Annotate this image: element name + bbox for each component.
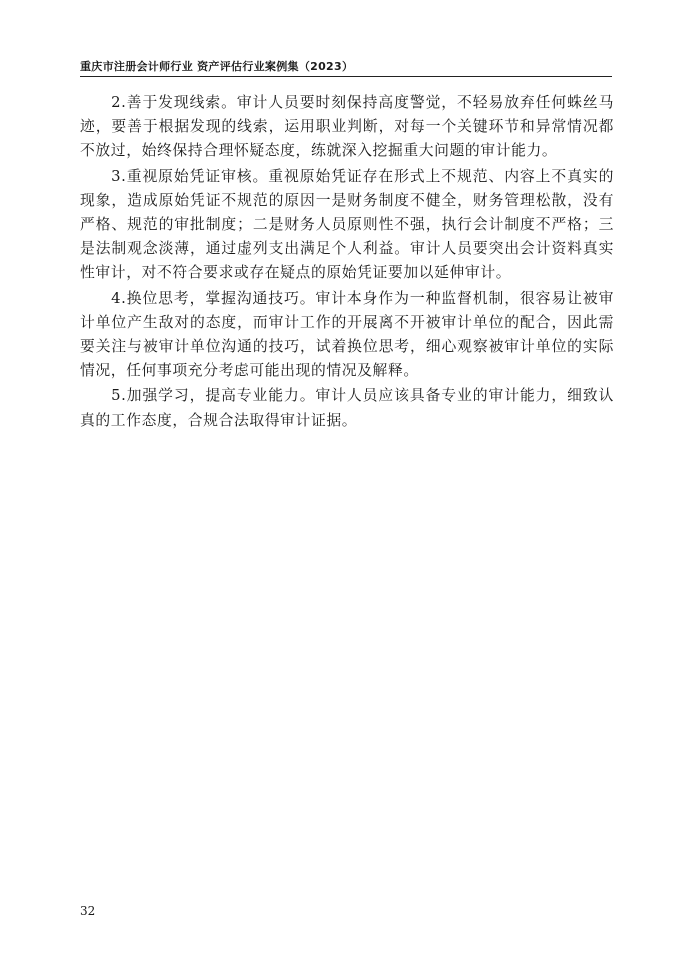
paragraph-4: 4.换位思考，掌握沟通技巧。审计本身作为一种监督机制，很容易让被审计单位产生敌对的态度，而审计工作的开展离不开被审计单位的配合，因此需要关注与被审计单位沟通的技巧，试着换位思考，细心观察被审计单位的实际情况，任何事项充分考虑可能出现的情况及解释。 xyxy=(80,289,614,380)
body-content xyxy=(80,91,614,434)
paragraph-2: 2.善于发现线索。审计人员要时刻保持高度警觉，不轻易放弃任何蛛丝马迹，要善于根据发现的线索，运用职业判断，对每一个关键环节和异常情况都不放过，始终保持合理怀疑态度，练就深入挖掘重大问题的审计能力。 xyxy=(80,94,614,160)
paragraph-3: 3.重视原始凭证审核。重视原始凭证存在形式上不规范、内容上不真实的现象，造成原始凭证不规范的原因一是财务制度不健全，财务管理松散，没有严格、规范的审批制度；二是财务人员原则性不强，执行会计制度不严格；三是法制观念淡薄，通过虚列支出满足个人利益。审计人员要突出会计资料真实性审计，对不符合要求或存在疑点的原始凭证要加以延伸审计。 xyxy=(80,167,614,282)
header-title: 重庆市注册会计师行业 资产评估行业案例集（2023） xyxy=(80,60,354,73)
running-header xyxy=(80,57,612,77)
paragraph-5: 5.加强学习，提高专业能力。审计人员应该具备专业的审计能力，细致认真的工作态度，合规合法取得审计证据。 xyxy=(80,387,614,429)
page-number: 32 xyxy=(80,904,96,918)
